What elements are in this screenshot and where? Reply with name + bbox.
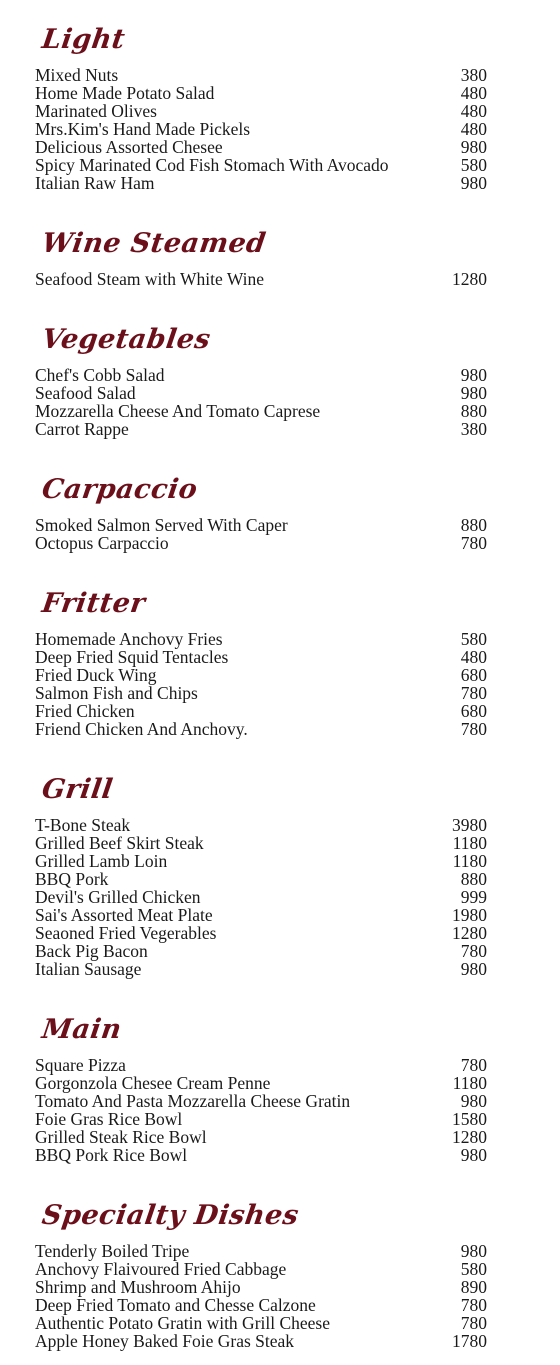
menu-item-price: 980 xyxy=(460,1091,487,1111)
menu-item xyxy=(35,138,487,156)
menu-item-name: Authentic Potato Gratin with Grill Cheese xyxy=(35,1313,331,1333)
menu-item-name: Grilled Steak Rice Bowl xyxy=(35,1127,207,1147)
menu-item xyxy=(35,1332,487,1350)
menu-item-price: 980 xyxy=(460,1241,487,1261)
menu-item-name: Apple Honey Baked Foie Gras Steak xyxy=(35,1331,295,1351)
menu-item-price: 1280 xyxy=(452,1127,487,1147)
menu-item-name: Seafood Salad xyxy=(35,383,136,403)
menu-item-price: 880 xyxy=(460,869,487,889)
menu-section xyxy=(35,318,487,438)
menu-section xyxy=(35,1194,487,1350)
menu-item-name: Spicy Marinated Cod Fish Stomach With Avocado xyxy=(35,155,389,175)
menu-item-price: 1580 xyxy=(452,1109,487,1129)
section-title: Main xyxy=(39,1014,124,1045)
menu-item xyxy=(35,534,487,552)
menu-item-price: 1180 xyxy=(452,833,487,853)
menu-item-name: T-Bone Steak xyxy=(35,815,131,835)
menu-section xyxy=(35,582,487,738)
menu-item-name: Fried Chicken xyxy=(35,701,135,721)
menu-item xyxy=(35,1260,487,1278)
menu-item-name: Fried Duck Wing xyxy=(35,665,157,685)
menu-item-name: Grilled Lamb Loin xyxy=(35,851,168,871)
menu-section xyxy=(35,1008,487,1164)
menu-item xyxy=(35,402,487,420)
menu-item xyxy=(35,174,487,192)
menu-item-name: Grilled Beef Skirt Steak xyxy=(35,833,204,853)
menu-item-name: Devil's Grilled Chicken xyxy=(35,887,201,907)
menu-item-name: Square Pizza xyxy=(35,1055,126,1075)
menu-item-price: 680 xyxy=(460,701,487,721)
menu-item-name: Mrs.Kim's Hand Made Pickels xyxy=(35,119,251,139)
menu-item xyxy=(35,66,487,84)
menu-item xyxy=(35,630,487,648)
menu-item-price: 980 xyxy=(460,173,487,193)
menu-item xyxy=(35,270,487,288)
menu-item xyxy=(35,960,487,978)
menu-item-price: 480 xyxy=(460,647,487,667)
menu-item-list xyxy=(35,1242,487,1350)
menu-item-price: 780 xyxy=(460,533,487,553)
menu-item-price: 1280 xyxy=(452,923,487,943)
menu-item xyxy=(35,156,487,174)
menu-item xyxy=(35,1092,487,1110)
menu-item-price: 1180 xyxy=(452,851,487,871)
menu-item-price: 680 xyxy=(460,665,487,685)
menu-item-price: 380 xyxy=(460,65,487,85)
menu-item-name: Home Made Potato Salad xyxy=(35,83,215,103)
menu-item xyxy=(35,84,487,102)
menu-item xyxy=(35,870,487,888)
section-title: Specialty Dishes xyxy=(39,1200,301,1231)
menu-item-name: Chef's Cobb Salad xyxy=(35,365,165,385)
menu-item-list xyxy=(35,270,487,288)
menu-item-name: Marinated Olives xyxy=(35,101,157,121)
menu-item-name: Homemade Anchovy Fries xyxy=(35,629,223,649)
menu-item-name: Smoked Salmon Served With Caper xyxy=(35,515,288,535)
menu-item-price: 580 xyxy=(460,629,487,649)
menu-item xyxy=(35,420,487,438)
menu-section xyxy=(35,18,487,192)
section-title: Vegetables xyxy=(39,324,213,355)
section-title: Grill xyxy=(39,774,115,805)
menu-item xyxy=(35,384,487,402)
menu-item xyxy=(35,1146,487,1164)
menu-item-price: 780 xyxy=(460,1295,487,1315)
menu-item-name: Tenderly Boiled Tripe xyxy=(35,1241,190,1261)
menu-item xyxy=(35,1128,487,1146)
menu-item-name: Deep Fried Tomato and Chesse Calzone xyxy=(35,1295,316,1315)
menu-item-list xyxy=(35,816,487,978)
menu-item xyxy=(35,702,487,720)
menu-item-price: 780 xyxy=(460,1313,487,1333)
menu-item-name: Back Pig Bacon xyxy=(35,941,148,961)
menu-item-name: Anchovy Flaivoured Fried Cabbage xyxy=(35,1259,287,1279)
menu-item-price: 580 xyxy=(460,1259,487,1279)
menu-item-name: Deep Fried Squid Tentacles xyxy=(35,647,229,667)
menu-item-price: 1280 xyxy=(452,269,487,289)
menu-item xyxy=(35,852,487,870)
menu-item-name: Friend Chicken And Anchovy. xyxy=(35,719,248,739)
menu-item xyxy=(35,906,487,924)
menu-item-name: BBQ Pork xyxy=(35,869,109,889)
menu xyxy=(35,18,487,1350)
section-title: Wine Steamed xyxy=(39,228,268,259)
menu-item-price: 480 xyxy=(460,101,487,121)
menu-item-price: 890 xyxy=(460,1277,487,1297)
menu-item xyxy=(35,834,487,852)
menu-item xyxy=(35,720,487,738)
section-title: Carpaccio xyxy=(39,474,200,505)
menu-item-name: Mixed Nuts xyxy=(35,65,119,85)
menu-item xyxy=(35,1056,487,1074)
menu-item xyxy=(35,1242,487,1260)
menu-item-price: 999 xyxy=(460,887,487,907)
menu-item-name: Gorgonzola Chesee Cream Penne xyxy=(35,1073,271,1093)
menu-item xyxy=(35,120,487,138)
menu-item xyxy=(35,816,487,834)
menu-section xyxy=(35,468,487,552)
menu-item-name: Italian Raw Ham xyxy=(35,173,155,193)
menu-item-price: 980 xyxy=(460,959,487,979)
menu-item-name: Octopus Carpaccio xyxy=(35,533,169,553)
menu-item-name: Seafood Steam with White Wine xyxy=(35,269,265,289)
menu-item-price: 1980 xyxy=(452,905,487,925)
menu-item-name: Salmon Fish and Chips xyxy=(35,683,198,703)
menu-item-price: 980 xyxy=(460,1145,487,1165)
menu-item xyxy=(35,684,487,702)
menu-item-name: Tomato And Pasta Mozzarella Cheese Gratin xyxy=(35,1091,351,1111)
menu-item-price: 580 xyxy=(460,155,487,175)
menu-item-list xyxy=(35,516,487,552)
menu-item-price: 980 xyxy=(460,365,487,385)
menu-item xyxy=(35,1074,487,1092)
menu-item xyxy=(35,648,487,666)
menu-item-price: 980 xyxy=(460,137,487,157)
menu-item-name: Foie Gras Rice Bowl xyxy=(35,1109,183,1129)
menu-item xyxy=(35,666,487,684)
menu-item-name: Delicious Assorted Chesee xyxy=(35,137,223,157)
menu-item xyxy=(35,366,487,384)
menu-item-name: BBQ Pork Rice Bowl xyxy=(35,1145,188,1165)
section-title: Fritter xyxy=(39,588,148,619)
menu-item-price: 880 xyxy=(460,401,487,421)
menu-item-name: Carrot Rappe xyxy=(35,419,129,439)
menu-section xyxy=(35,222,487,288)
menu-item xyxy=(35,516,487,534)
menu-item-list xyxy=(35,1056,487,1164)
menu-item xyxy=(35,1110,487,1128)
menu-item xyxy=(35,924,487,942)
section-title: Light xyxy=(39,24,128,55)
menu-item-price: 480 xyxy=(460,119,487,139)
menu-item-price: 780 xyxy=(460,719,487,739)
menu-item-list xyxy=(35,66,487,192)
menu-item-price: 3980 xyxy=(452,815,487,835)
menu-item-price: 780 xyxy=(460,1055,487,1075)
menu-item xyxy=(35,102,487,120)
menu-item-list xyxy=(35,630,487,738)
menu-section xyxy=(35,768,487,978)
menu-item-name: Shrimp and Mushroom Ahijo xyxy=(35,1277,241,1297)
menu-item xyxy=(35,888,487,906)
menu-item-list xyxy=(35,366,487,438)
menu-item-price: 780 xyxy=(460,941,487,961)
menu-item-price: 780 xyxy=(460,683,487,703)
menu-item-name: Mozzarella Cheese And Tomato Caprese xyxy=(35,401,321,421)
menu-item-price: 1180 xyxy=(452,1073,487,1093)
menu-item-name: Sai's Assorted Meat Plate xyxy=(35,905,213,925)
menu-item-price: 980 xyxy=(460,383,487,403)
menu-item-price: 380 xyxy=(460,419,487,439)
menu-item-price: 880 xyxy=(460,515,487,535)
menu-item xyxy=(35,1314,487,1332)
menu-item xyxy=(35,942,487,960)
menu-item-name: Italian Sausage xyxy=(35,959,142,979)
menu-item xyxy=(35,1296,487,1314)
menu-item-name: Seaoned Fried Vegerables xyxy=(35,923,217,943)
menu-item-price: 1780 xyxy=(452,1331,487,1351)
menu-item-price: 480 xyxy=(460,83,487,103)
menu-item xyxy=(35,1278,487,1296)
